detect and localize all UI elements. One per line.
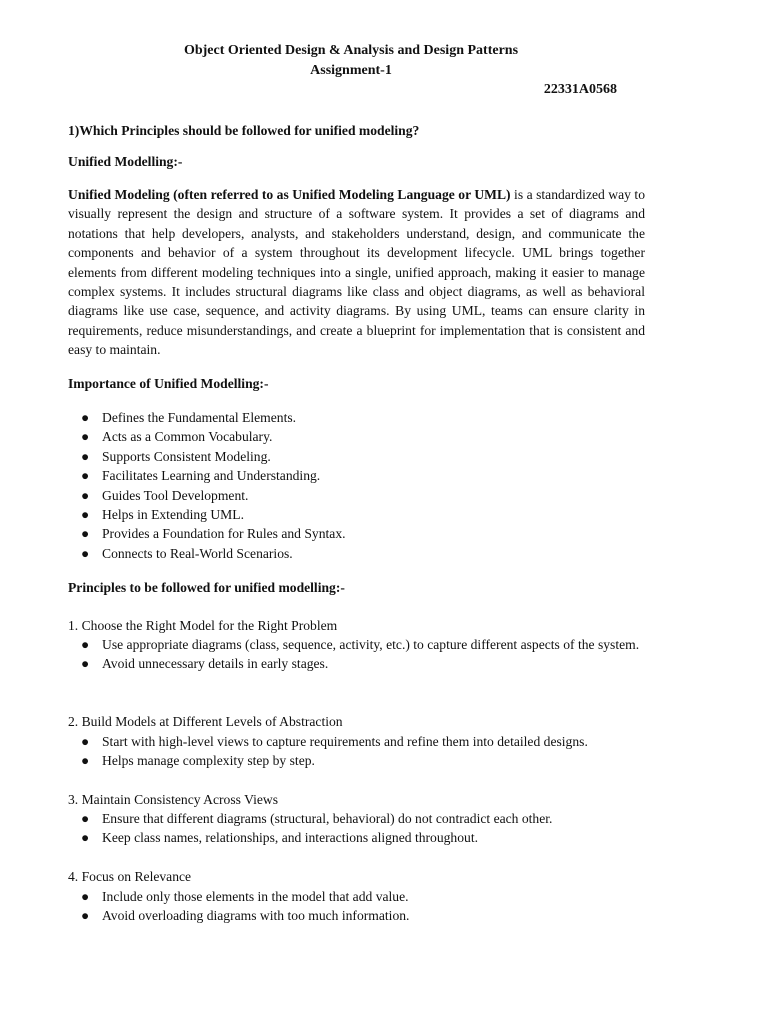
principle-4-list [68, 887, 645, 926]
bullet-icon: ● [81, 429, 90, 445]
bullet-icon: ● [81, 908, 90, 924]
list-item: ● Use appropriate diagrams (class, sequence, activity, etc.) to capture different aspects of the system. [68, 635, 645, 654]
intro-bold-lead: Unified Modeling (often referred to as Unified Modeling Language or UML) [68, 187, 511, 202]
bullet-icon: ● [81, 448, 90, 464]
list-item: ● Acts as a Common Vocabulary. [68, 427, 645, 446]
list-item: ● Supports Consistent Modeling. [68, 447, 645, 466]
intro-paragraph [68, 185, 645, 360]
importance-heading: Importance of Unified Modelling:- [68, 376, 269, 391]
list-item: ● Connects to Real-World Scenarios. [68, 544, 645, 563]
bullet-icon: ● [81, 526, 90, 542]
list-item: ● Helps manage complexity step by step. [68, 751, 645, 770]
intro-body: is a standardized way to visually represent the design and structure of a software system. It provides a set of diagrams and notations that help developers, analysts, and stakeholders understand, design, and communicate the components and behavior of a system throughout its development lifecycle. UML brings together elements from different modeling techniques into a single, unified approach, making it easier to manage complex systems. It includes structural diagrams like class and object diagrams, as well as behavioral diagrams like use case, sequence, and activity diagrams. By using UML, teams can ensure clarity in requirements, reduce misunderstandings, and create a blueprint for implementation that is consistent and easy to maintain. [68, 187, 645, 358]
bullet-icon: ● [81, 753, 90, 769]
list-item: ● Avoid overloading diagrams with too much information. [68, 906, 645, 925]
bullet-icon: ● [81, 487, 90, 503]
bullet-icon: ● [81, 734, 90, 749]
bullet-icon: ● [81, 507, 90, 523]
list-item: ● Keep class names, relationships, and interactions aligned throughout. [68, 828, 645, 847]
unified-modelling-heading: Unified Modelling:- [68, 154, 183, 169]
assignment-subtitle: Assignment-1 [310, 63, 392, 78]
principle-3-title: 3. Maintain Consistency Across Views [68, 792, 278, 807]
bullet-icon: ● [81, 410, 90, 425]
bullet-icon: ● [81, 637, 90, 652]
bullet-icon: ● [81, 889, 90, 904]
question-heading: 1)Which Principles should be followed for unified modeling? [68, 123, 420, 138]
principle-3-list [68, 809, 645, 848]
importance-list [68, 408, 645, 563]
roll-number: 22331A0568 [543, 82, 617, 97]
bullet-icon: ● [81, 811, 90, 826]
document-title: Object Oriented Design & Analysis and Design Patterns [183, 43, 519, 58]
principles-heading: Principles to be followed for unified modelling:- [68, 580, 345, 595]
principle-2-list [68, 732, 645, 771]
principle-2-title: 2. Build Models at Different Levels of Abstraction [68, 714, 343, 729]
list-item: ● Provides a Foundation for Rules and Syntax. [68, 524, 645, 543]
bullet-icon: ● [81, 468, 90, 484]
bullet-icon: ● [81, 656, 90, 672]
bullet-icon: ● [81, 830, 90, 846]
list-item: ● Helps in Extending UML. [68, 505, 645, 524]
principle-1-title: 1. Choose the Right Model for the Right Problem [68, 618, 338, 633]
list-item: ● Include only those elements in the model that add value. [68, 887, 645, 906]
list-item: ● Defines the Fundamental Elements. [68, 408, 645, 427]
bullet-icon: ● [81, 545, 90, 561]
list-item: ● Facilitates Learning and Understanding. [68, 466, 645, 485]
list-item: ● Start with high-level views to capture requirements and refine them into detailed designs. [68, 732, 645, 751]
principle-1-list [68, 635, 645, 674]
principle-4-title: 4. Focus on Relevance [68, 869, 192, 884]
list-item: ● Ensure that different diagrams (structural, behavioral) do not contradict each other. [68, 809, 645, 828]
list-item: ● Guides Tool Development. [68, 486, 645, 505]
list-item: ● Avoid unnecessary details in early stages. [68, 654, 645, 673]
